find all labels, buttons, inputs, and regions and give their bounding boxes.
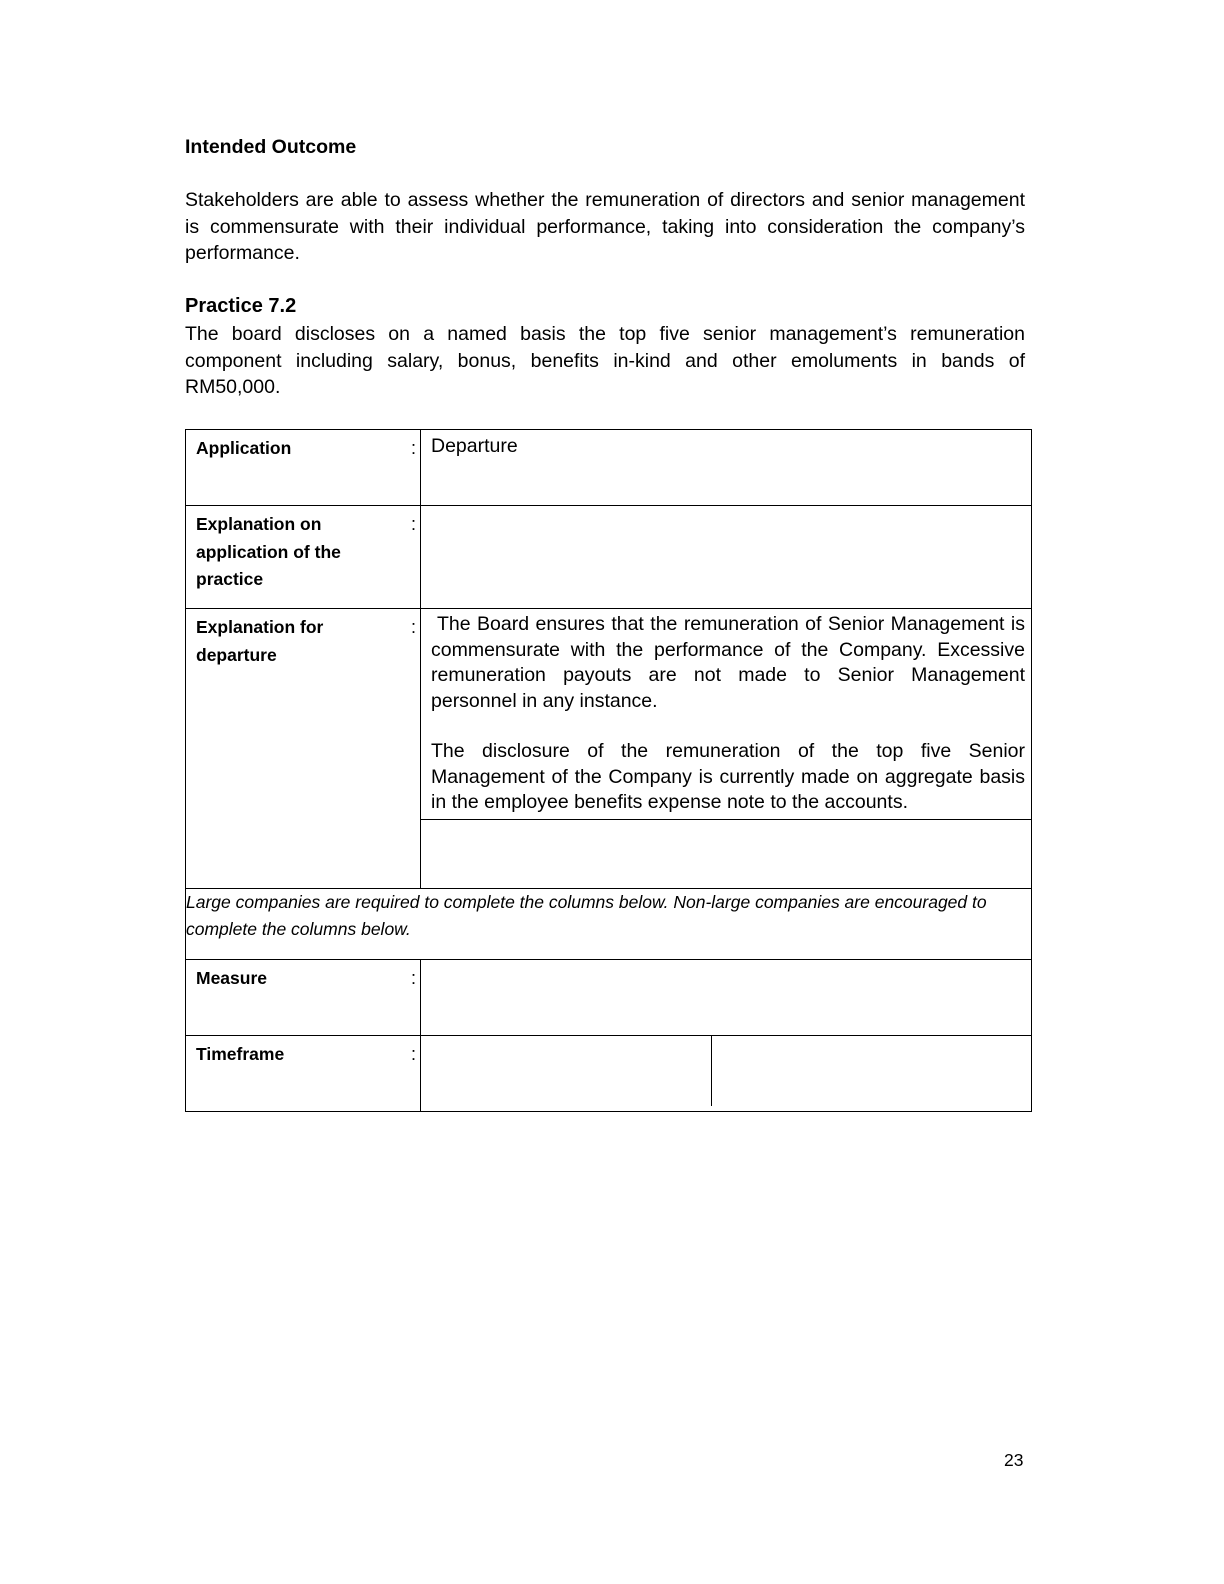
explanation-departure-blank-field[interactable] [421,819,1031,888]
explanation-departure-paragraph-1: The Board ensures that the remuneration of Senior Management is commensurate with the performance of the Company. Excessive remuneration payouts are not made to Senior Management personnel in any instance. [431,613,1025,712]
timeframe-value-cell [421,1035,1032,1111]
timeframe-label-cell [186,1035,421,1111]
row-explanation-departure [186,609,1032,889]
intended-outcome-heading: Intended Outcome [185,136,357,158]
measure-label: Measure [196,967,268,988]
measure-colon: : [410,967,416,988]
explanation-departure-value-cell [421,609,1032,889]
measure-value[interactable] [421,959,1032,1035]
practice-heading: Practice 7.2 [185,295,297,317]
explanation-application-colon: : [410,514,416,534]
explanation-departure-colon: : [410,617,416,637]
intended-outcome-text: Stakeholders are able to assess whether the remuneration of directors and senior management is commensurate with their individual performance, taking into consideration the company’s performance. [185,189,1025,264]
explanation-application-label-cell [186,506,421,609]
explanation-departure-text[interactable] [421,609,1031,819]
timeframe-colon: : [410,1043,416,1064]
explanation-departure-label: Explanation for departure [196,617,324,665]
application-value[interactable]: Departure [421,430,1032,506]
timeframe-value-1[interactable] [421,1036,712,1106]
application-colon: : [410,438,416,458]
explanation-application-label: Explanation on application of the practice [196,514,341,589]
row-measure [186,959,1032,1035]
application-label: Application [196,438,292,458]
measure-label-cell [186,959,421,1035]
row-timeframe [186,1035,1032,1111]
page-number: 23 [1004,1450,1024,1470]
explanation-application-value[interactable] [421,506,1032,609]
timeframe-label: Timeframe [196,1043,285,1064]
row-large-companies-note [186,888,1032,959]
explanation-departure-paragraph-2: The disclosure of the remuneration of the top five Senior Management of the Company is currently made on aggregate basis in the employee benefits expense note to the accounts. [431,740,1025,813]
disclosure-form-table [185,429,1032,1112]
practice-text: The board discloses on a named basis the top five senior management’s remuneration component including salary, bonus, benefits in-kind and other emoluments in bands of RM50,000. [185,323,1025,398]
row-explanation-application [186,506,1032,609]
application-label-cell [186,430,421,506]
large-companies-note: Large companies are required to complete the columns below. Non-large companies are encouraged to complete the columns below. [186,888,1032,959]
explanation-departure-label-cell [186,609,421,889]
timeframe-value-2[interactable] [712,1036,1031,1106]
row-application [186,430,1032,506]
